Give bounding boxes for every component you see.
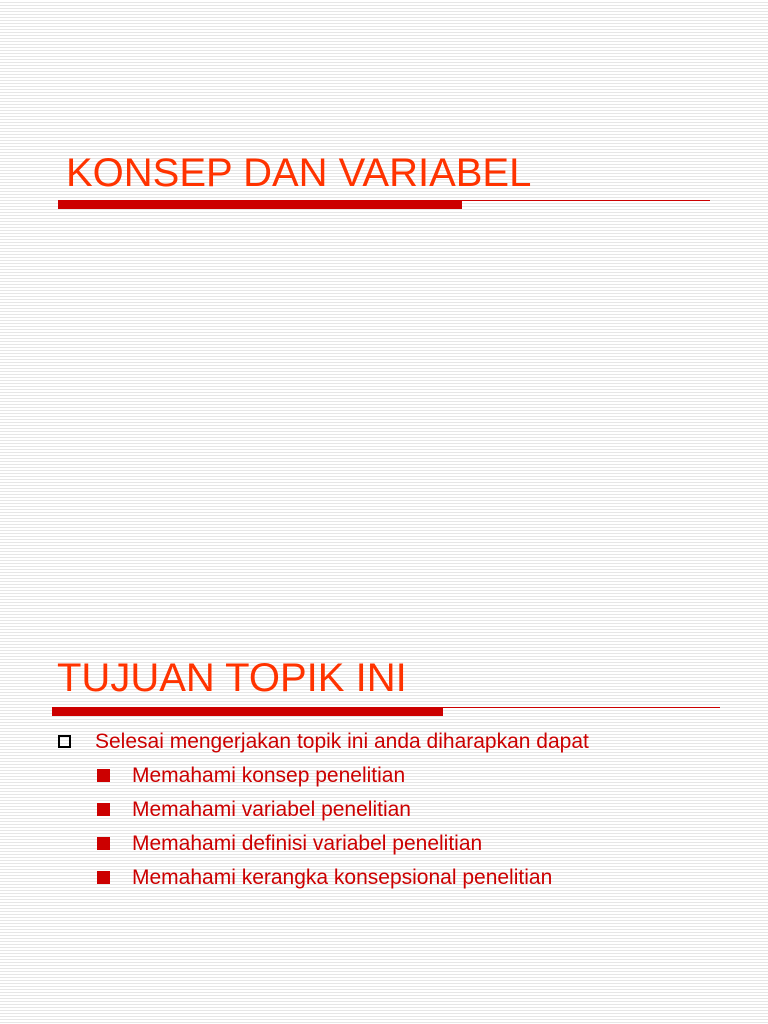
- solid-square-bullet-icon: [97, 837, 110, 850]
- sub-bullet-item: [56, 796, 589, 830]
- sub-bullet-item: [56, 864, 589, 898]
- sub-bullet-item: [56, 830, 589, 864]
- bullet-text: Selesai mengerjakan topik ini anda diharapkan dapat: [95, 730, 589, 753]
- bullet-text: Memahami konsep penelitian: [132, 764, 406, 787]
- bullet-text: Memahami definisi variabel penelitian: [132, 832, 483, 855]
- bullet-item: [56, 728, 589, 762]
- title-underline-thick: [58, 201, 462, 209]
- title-underline-thick: [52, 708, 443, 716]
- slide-title: KONSEP DAN VARIABEL: [66, 151, 532, 195]
- solid-square-bullet-icon: [97, 769, 110, 782]
- slide-title: TUJUAN TOPIK INI: [57, 656, 407, 700]
- hollow-square-bullet-icon: [58, 735, 71, 748]
- sub-bullet-item: [56, 762, 589, 796]
- bullet-list: [56, 728, 589, 898]
- solid-square-bullet-icon: [97, 803, 110, 816]
- bullet-text: Memahami kerangka konsepsional penelitian: [132, 866, 553, 889]
- solid-square-bullet-icon: [97, 871, 110, 884]
- slide-tujuan-topik: [0, 512, 768, 1024]
- bullet-text: Memahami variabel penelitian: [132, 798, 411, 821]
